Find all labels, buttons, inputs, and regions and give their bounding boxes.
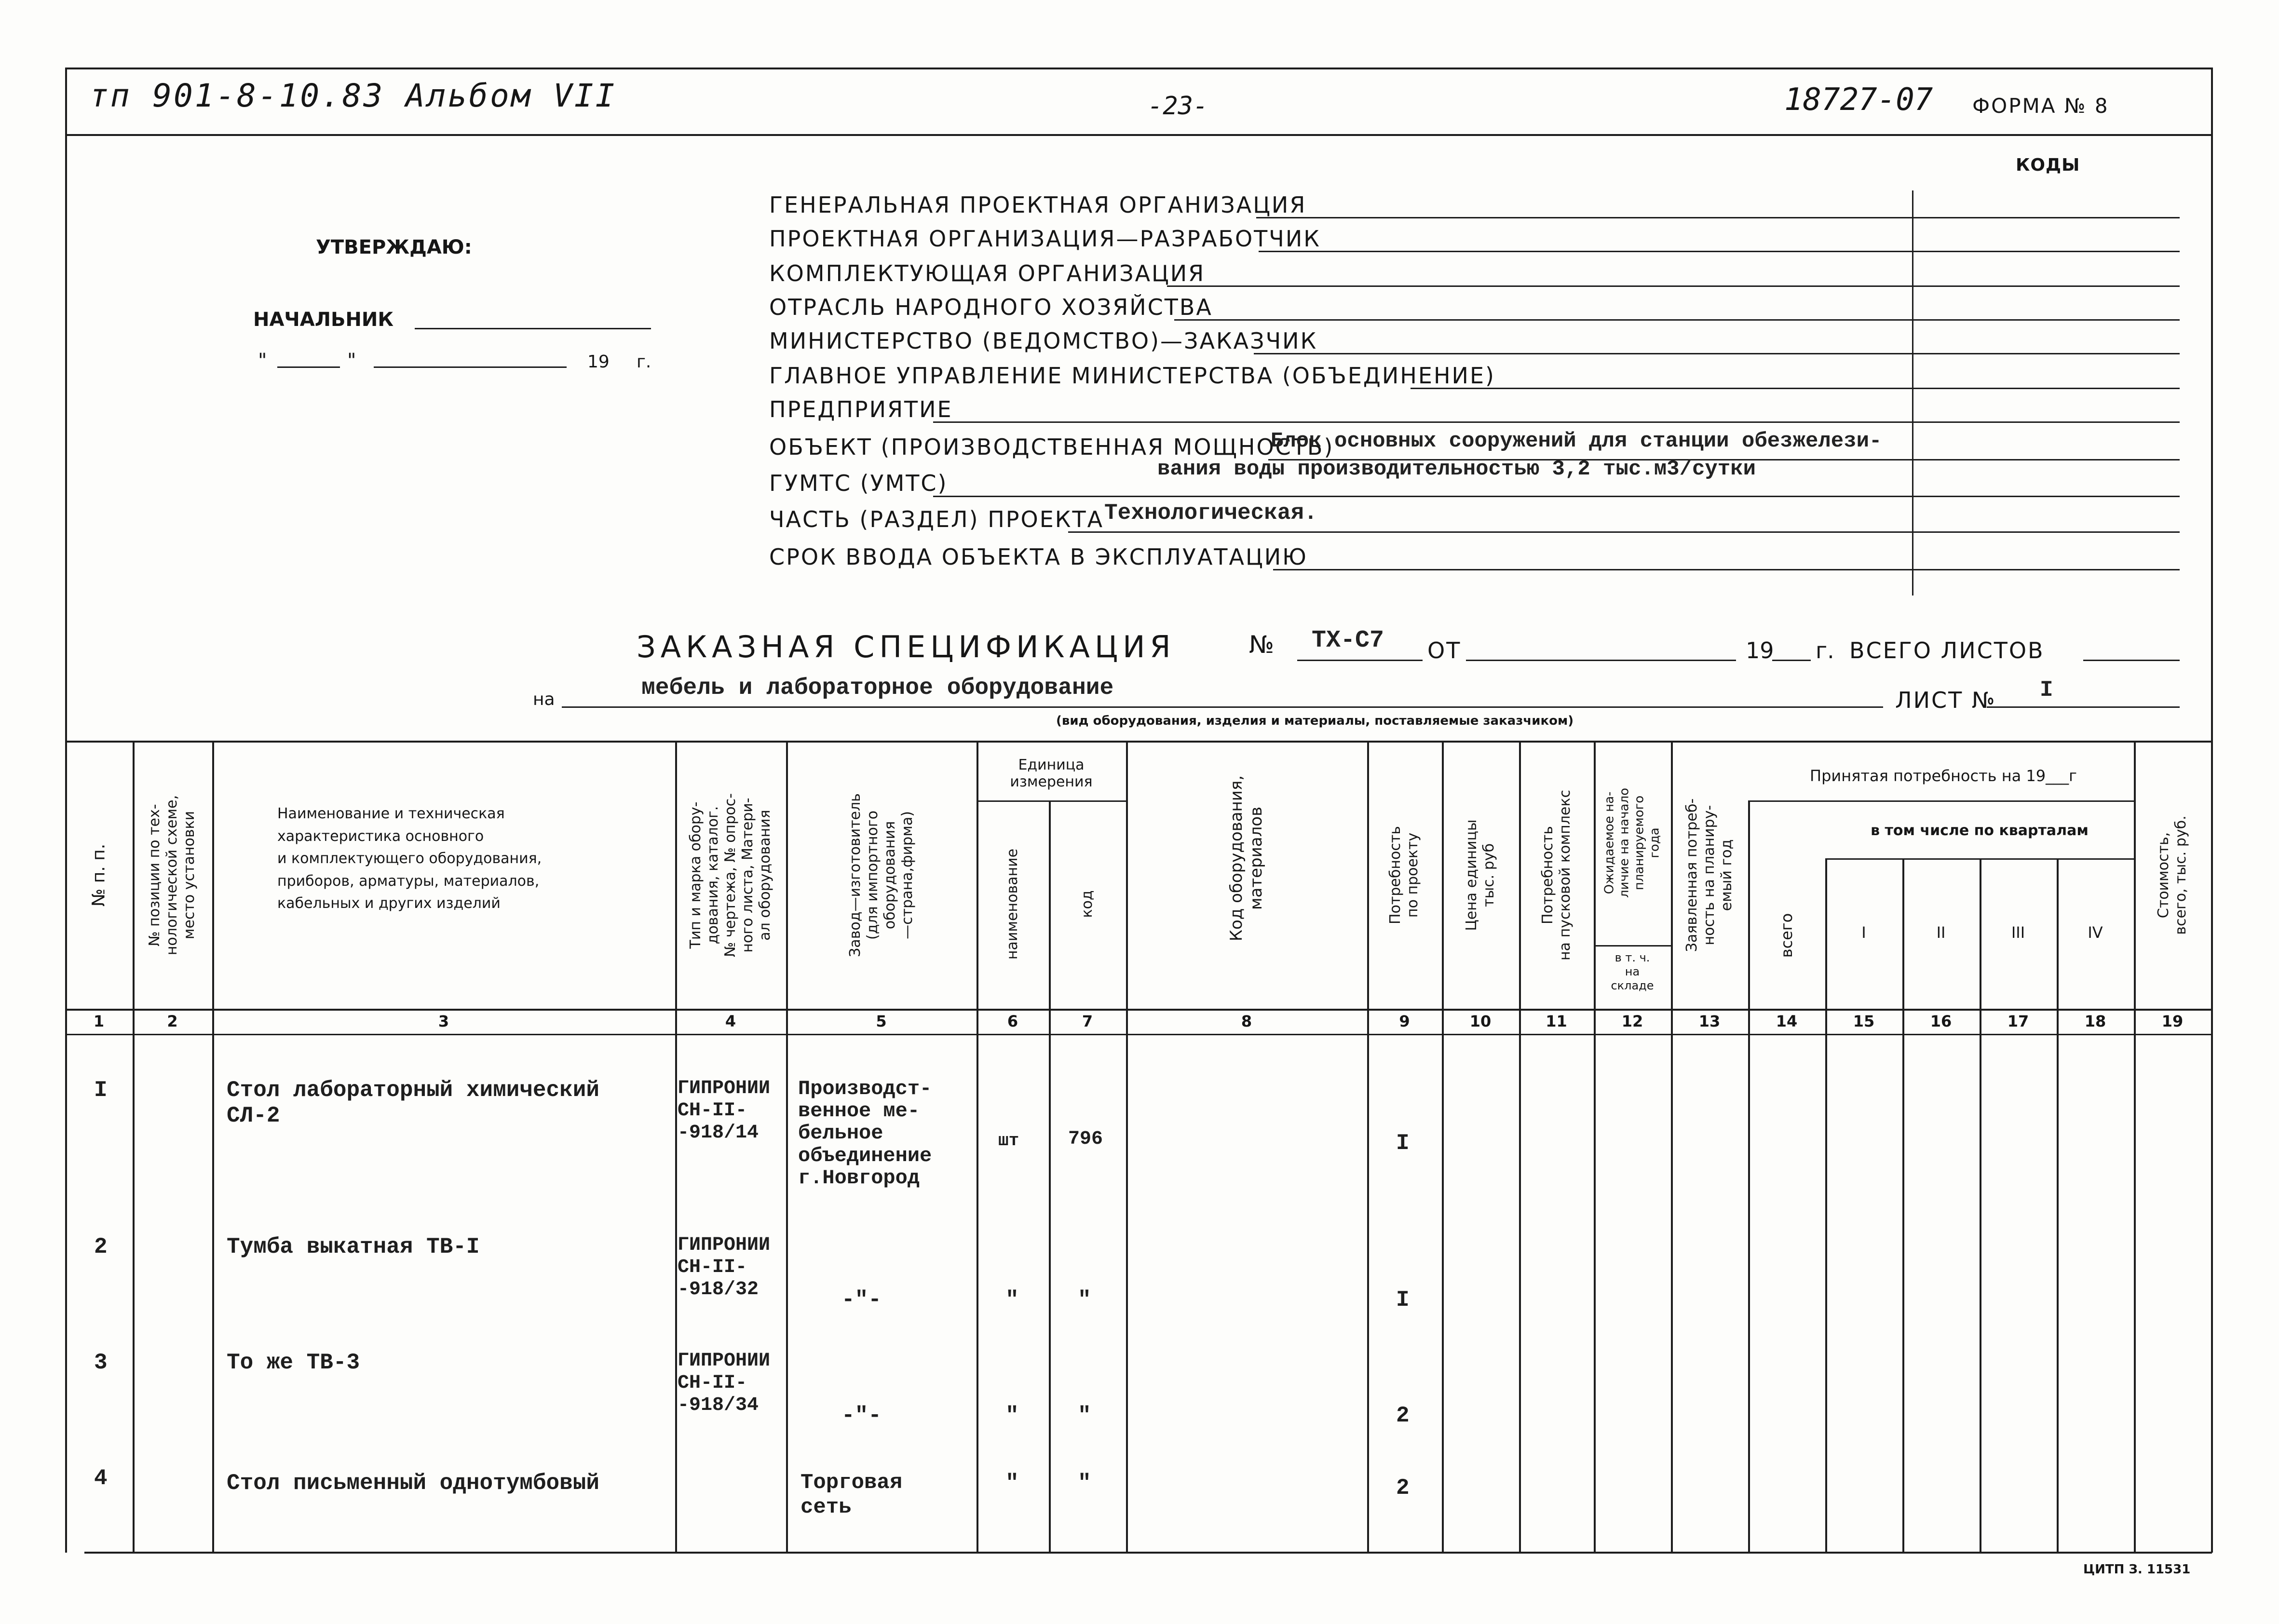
header-q2: II (1936, 923, 1946, 942)
field-enterprise-line (933, 421, 2180, 423)
row2-name: Тумба выкатная ТВ-I (227, 1234, 480, 1259)
spec-number-line (1297, 660, 1423, 661)
header-row-number: № п. п. (89, 843, 109, 907)
col-divider-10 (1519, 741, 1521, 1552)
column-number-10: 10 (1469, 1012, 1492, 1030)
column-number-11: 11 (1546, 1012, 1567, 1030)
table-top-line (65, 741, 2211, 743)
spec-subject-line (562, 706, 1883, 708)
header-need-group: Принятая потребность на 19___г (1810, 767, 2077, 785)
row1-maker: Производст- венное ме- бельное объединение г.Новгород (798, 1077, 932, 1190)
spec-number-label: № (1249, 631, 1275, 659)
row3-maker: -"- (841, 1403, 882, 1428)
column-number-12: 12 (1621, 1012, 1643, 1030)
row2-qty: I (1396, 1287, 1410, 1313)
spec-number-value: ТХ-С7 (1312, 627, 1384, 654)
col-divider-9 (1442, 741, 1444, 1552)
row4-code: " (1078, 1471, 1091, 1496)
column-number-18: 18 (2084, 1012, 2106, 1030)
field-enterprise-label: ПРЕДПРИЯТИЕ (769, 396, 953, 422)
header-equipment-code: Код оборудования, материалов (1227, 775, 1266, 942)
row3-code: " (1078, 1403, 1091, 1428)
unit-group-line (977, 800, 1126, 802)
field-object-label: ОБЪЕКТ (ПРОИЗВОДСТВЕННАЯ МОЩНОСТЬ) (769, 434, 1334, 460)
date-day-line (277, 366, 340, 368)
row2-number: 2 (94, 1234, 108, 1259)
header-item-name: Наименование и техническая характеристика основного и комплектующего оборудования, приборов, арматуры, материалов, кабельных и других изделий (277, 805, 542, 912)
col-divider-4 (786, 741, 788, 1552)
header-cost: Стоимость, всего, тыс. руб. (2155, 815, 2189, 935)
column-number-8: 8 (1241, 1012, 1252, 1030)
field-gumts-label: ГУМТС (УМТС) (769, 470, 948, 496)
need-group-line (1748, 800, 2134, 802)
row3-number: 3 (94, 1350, 108, 1375)
header-declared-need: Заявленная потреб- ность на планиру- емый год (1683, 798, 1735, 952)
codes-column-divider (1912, 190, 1913, 595)
year-prefix: 19 (587, 352, 610, 372)
field-industry-line (1174, 319, 2180, 321)
row1-code: 796 (1068, 1128, 1103, 1150)
column-number-5: 5 (876, 1012, 887, 1030)
spec-total-sheets-label: ВСЕГО ЛИСТОВ (1849, 637, 2045, 663)
date-open-quote: " (258, 350, 267, 372)
approve-label: УТВЕРЖДАЮ: (316, 236, 472, 258)
field-commission-line (1273, 569, 2180, 570)
column-number-15: 15 (1853, 1012, 1875, 1030)
field-main-dept-line (1411, 388, 2180, 389)
field-industry-label: ОТРАСЛЬ НАРОДНОГО ХОЗЯЙСТВА (769, 294, 1213, 320)
spec-year-line (1772, 660, 1811, 661)
field-complect-org-label: КОМПЛЕКТУЮЩАЯ ОРГАНИЗАЦИЯ (769, 260, 1206, 286)
spec-on-label: на (533, 690, 555, 709)
column-number-7: 7 (1082, 1012, 1093, 1030)
row3-unit: " (1005, 1403, 1019, 1428)
frame-bottom (84, 1552, 2212, 1554)
header-in-stock: в т. ч. на складе (1611, 951, 1654, 992)
col-divider-8 (1367, 741, 1369, 1552)
field-project-part-line (1068, 531, 2180, 533)
row2-maker: -"- (841, 1287, 882, 1313)
col-divider-16 (1980, 858, 1981, 1552)
chief-signature-line (415, 328, 651, 329)
album-code: тп 901-8-10.83 Альбом VII (89, 77, 617, 114)
column-number-19: 19 (2161, 1012, 2184, 1030)
frame-left (65, 68, 67, 1553)
field-project-org-label: ПРОЕКТНАЯ ОРГАНИЗАЦИЯ—РАЗРАБОТЧИК (769, 226, 1321, 252)
header-startup-need: Потребность на пусковой комплекс (1539, 790, 1574, 961)
chief-label: НАЧАЛЬНИК (253, 309, 394, 331)
spec-subject-caption: (вид оборудования, изделия и материалы, поставляемые заказчиком) (1056, 714, 1574, 728)
field-project-org-line (1259, 251, 2180, 252)
stock-subline (1594, 945, 1671, 947)
header-unit-group: Единица измерения (1010, 757, 1093, 790)
header-unit-price: Цена единицы тыс. руб (1463, 819, 1497, 931)
header-divider (65, 134, 2211, 136)
form-label: ФОРМА № 8 (1972, 94, 2109, 118)
col-divider-2 (212, 741, 214, 1552)
header-q1: I (1861, 923, 1866, 942)
date-close-quote: " (347, 350, 356, 372)
header-quarter-group: в том числе по кварталам (1871, 822, 2089, 839)
footer-stamp: ЦИТП З. 11531 (2083, 1562, 2191, 1577)
field-object-value-line2: вания воды производительностью 3,2 тыс.м3/сутки (1157, 457, 1756, 481)
spec-year-suffix: г. (1816, 637, 1834, 663)
col-divider-11 (1594, 741, 1596, 1552)
row4-name: Стол письменный однотумбовый (227, 1471, 599, 1496)
field-object-value-line1: Блок основных сооружений для станции обезжелези- (1271, 429, 1882, 453)
header-unit-code: код (1079, 890, 1096, 918)
col-divider-5 (977, 741, 978, 1552)
field-ministry-line (1254, 353, 2180, 354)
doc-number: 18727-07 (1784, 82, 1933, 118)
column-number-6: 6 (1007, 1012, 1018, 1030)
field-ministry-label: МИНИСТЕРСТВО (ВЕДОМСТВО)—ЗАКАЗЧИК (769, 328, 1318, 354)
page-number: -23- (1148, 92, 1208, 121)
codes-label: КОДЫ (2016, 155, 2080, 175)
header-expected-stock: Ожидаемое на- личие на начало планируемого года (1602, 788, 1662, 898)
col-divider-7 (1126, 741, 1128, 1552)
column-number-14: 14 (1776, 1012, 1798, 1030)
header-type-brand: Тип и марка обору- дования, каталог. № чертежа, № опрос- ного листа, Матери- ал оборудования (687, 793, 773, 957)
spec-year-label: 19 (1746, 637, 1774, 663)
spec-sheet-line (1987, 706, 2180, 708)
quarter-group-line (1825, 858, 2134, 860)
spec-title: ЗАКАЗНАЯ СПЕЦИФИКАЦИЯ (637, 629, 1176, 664)
row2-code: " (1078, 1287, 1091, 1313)
spec-total-sheets-line (2083, 660, 2180, 661)
column-number-2: 2 (167, 1012, 178, 1030)
field-complect-org-line (1167, 285, 2180, 287)
row2-unit: " (1005, 1287, 1019, 1313)
spec-subject: мебель и лабораторное оборудование (641, 675, 1114, 701)
field-general-org-line (1256, 217, 2180, 218)
row3-qty: 2 (1396, 1403, 1410, 1428)
row3-name: То же ТВ-3 (227, 1350, 360, 1375)
row1-number: I (94, 1078, 108, 1103)
field-main-dept-label: ГЛАВНОЕ УПРАВЛЕНИЕ МИНИСТЕРСТВА (ОБЪЕДИНЕНИЕ) (769, 363, 1495, 389)
column-number-17: 17 (2007, 1012, 2029, 1030)
col-divider-18 (2134, 741, 2136, 1552)
row1-type: ГИПРОНИИ СН-II- -918/14 (678, 1078, 771, 1144)
col-divider-15 (1902, 858, 1904, 1552)
spec-date-line (1466, 660, 1736, 661)
field-gumts-line (933, 496, 2180, 497)
header-position: № позиции по тех- нологической схеме, место установки (146, 795, 198, 956)
field-commission-label: СРОК ВВОДА ОБЪЕКТА В ЭКСПЛУАТАЦИЮ (769, 544, 1308, 570)
col-divider-1 (133, 741, 135, 1552)
header-manufacturer: Завод—изготовитель (для импортного оборудования —страна,фирма) (847, 793, 916, 957)
row3-type: ГИПРОНИИ СН-II- -918/34 (678, 1350, 771, 1416)
column-number-4: 4 (725, 1012, 736, 1030)
header-unit-name: наименование (1004, 848, 1021, 960)
column-number-1: 1 (93, 1012, 105, 1030)
spec-sheet-value: I (2040, 677, 2053, 703)
field-project-part-value: Технологическая. (1104, 501, 1317, 526)
header-q3: III (2011, 923, 2025, 942)
field-project-part-label: ЧАСТЬ (РАЗДЕЛ) ПРОЕКТА (769, 506, 1104, 532)
column-number-13: 13 (1698, 1012, 1721, 1030)
field-general-org-label: ГЕНЕРАЛЬНАЯ ПРОЕКТНАЯ ОРГАНИЗАЦИЯ (769, 192, 1307, 218)
col-divider-3 (675, 741, 677, 1552)
frame-right (2211, 68, 2213, 1553)
frame-top (65, 68, 2211, 69)
row2-type: ГИПРОНИИ СН-II- -918/32 (678, 1234, 771, 1300)
header-total: всего (1777, 913, 1796, 958)
row1-unit: шт (998, 1131, 1019, 1150)
col-divider-6 (1049, 800, 1051, 1552)
column-number-9: 9 (1399, 1012, 1410, 1030)
col-divider-14 (1825, 858, 1827, 1552)
column-number-16: 16 (1930, 1012, 1952, 1030)
column-number-3: 3 (438, 1012, 449, 1030)
date-month-line (374, 366, 567, 368)
row1-qty: I (1396, 1131, 1410, 1156)
year-suffix: г. (637, 352, 651, 372)
row1-name: Стол лабораторный химический СЛ-2 (227, 1078, 599, 1128)
col-divider-12 (1671, 741, 1673, 1552)
row4-qty: 2 (1396, 1475, 1410, 1501)
row4-unit: " (1005, 1471, 1019, 1496)
header-project-need: Потребность по проекту (1387, 826, 1421, 925)
header-q4: IV (2088, 923, 2103, 942)
col-divider-17 (2057, 858, 2059, 1552)
row4-maker: Торговая сеть (800, 1471, 903, 1519)
col-divider-13 (1748, 800, 1750, 1552)
column-numbers-bottom (65, 1034, 2211, 1035)
spec-sheet-label: ЛИСТ № (1895, 687, 1996, 713)
spec-from-label: ОТ (1427, 637, 1462, 663)
row4-number: 4 (94, 1466, 108, 1491)
